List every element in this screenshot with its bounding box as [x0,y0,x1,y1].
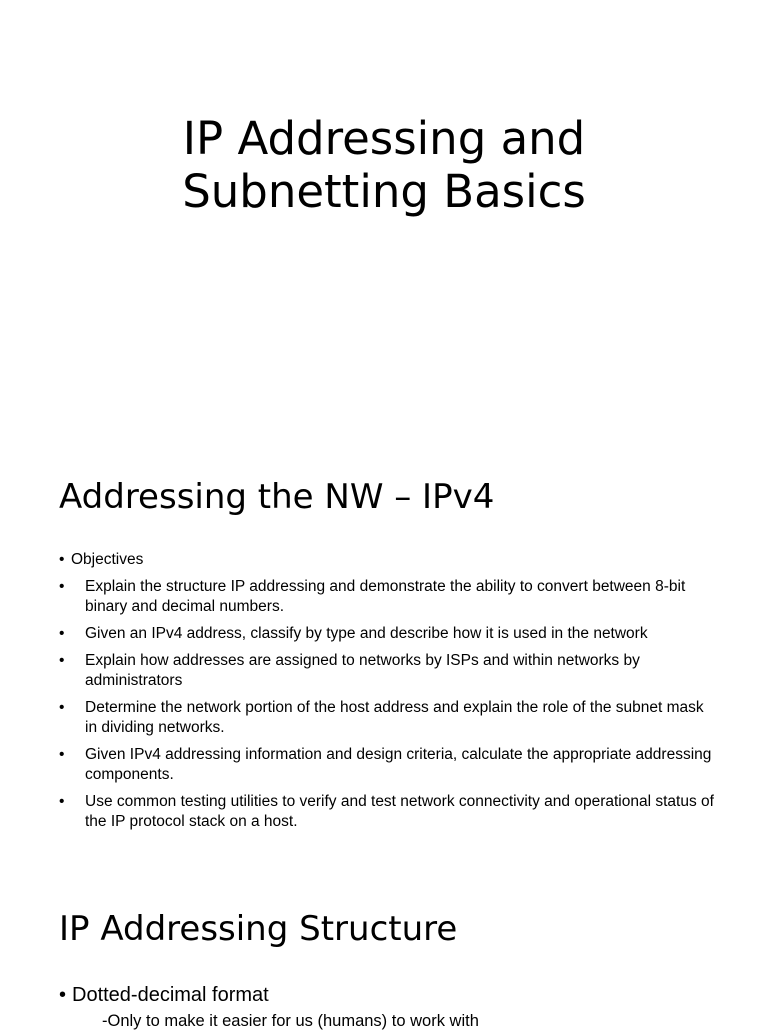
slide-title [0,112,768,218]
bullet-icon: • [59,625,65,642]
objective-item [59,792,719,832]
bullet-icon: • [59,699,65,716]
bullet-icon: • [59,984,67,1006]
objective-text: Given an IPv4 address, classify by type and describe how it is used in the network [85,625,648,642]
objectives-list [59,577,719,832]
slide-title-line-1: IP Addressing and [182,112,586,165]
bullet-icon: • [59,793,65,810]
objectives-section [59,550,719,839]
objective-item [59,577,719,617]
objective-text: Determine the network portion of the host address and explain the role of the subnet mask in dividing networks. [85,699,704,736]
slide-title-line-2: Subnetting Basics [182,165,586,218]
structure-subitem: -Only to make it easier for us (humans) to work with [102,1012,479,1030]
objective-text: Given IPv4 addressing information and design criteria, calculate the appropriate addressing components. [85,746,712,783]
bullet-icon: • [59,551,65,568]
objectives-label: Objectives [71,551,144,568]
objective-item [59,651,719,691]
objective-text: Explain the structure IP addressing and demonstrate the ability to convert between 8-bit binary and decimal numbers. [85,578,686,615]
objective-item [59,624,719,644]
section-heading-ipv4: Addressing the NW – IPv4 [59,477,495,517]
bullet-icon: • [59,746,65,763]
objectives-header [59,550,719,570]
objective-text: Use common testing utilities to verify and test network connectivity and operational status of the IP protocol stack on a host. [85,793,714,830]
objective-item [59,745,719,785]
section-heading-structure: IP Addressing Structure [59,909,458,949]
bullet-icon: • [59,652,65,669]
structure-item [59,983,739,1007]
objective-text: Explain how addresses are assigned to networks by ISPs and within networks by administrators [85,652,640,689]
objective-item [59,698,719,738]
bullet-icon: • [59,578,65,595]
structure-item-text: Dotted-decimal format [72,984,269,1006]
